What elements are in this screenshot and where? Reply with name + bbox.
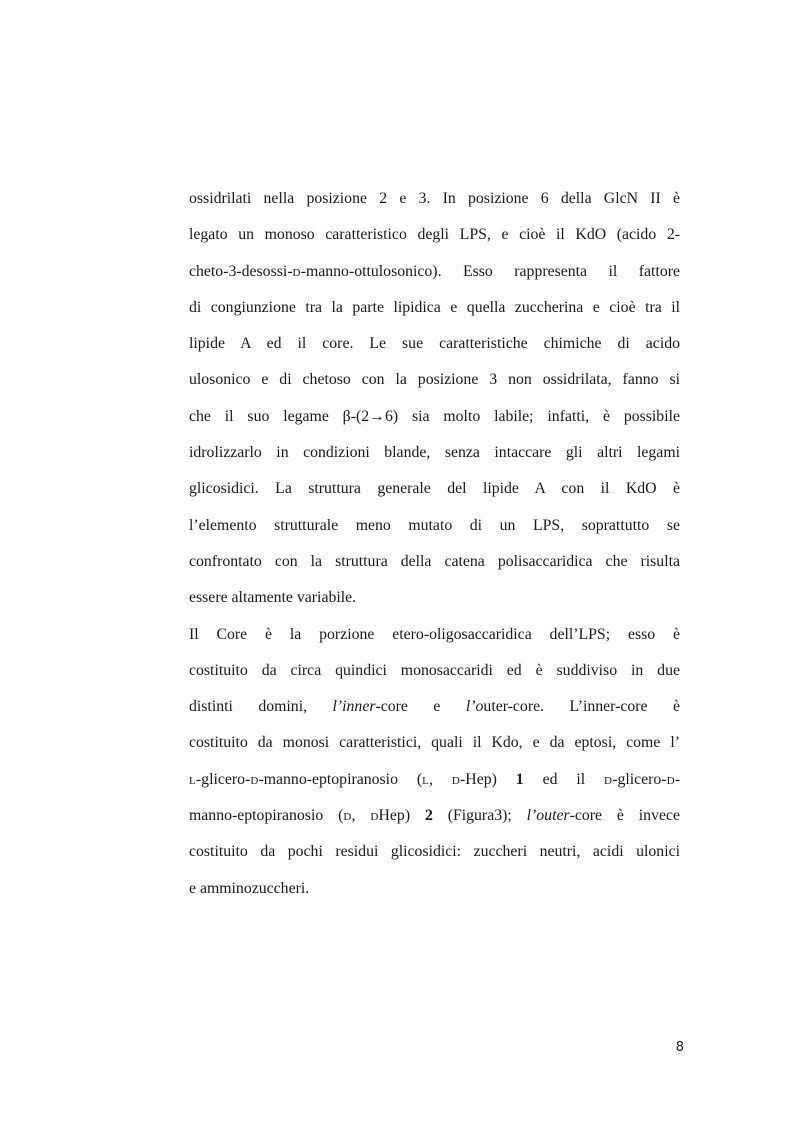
- page-body: [189, 181, 680, 907]
- text-line: [189, 471, 680, 507]
- text-run: manno-eptopiranosio (: [189, 807, 344, 825]
- text-run: -: [674, 770, 680, 788]
- page-number: 8: [675, 1040, 684, 1055]
- text-run: lipide A ed il core. Le sue caratteristiche chimiche di acido: [189, 335, 680, 353]
- text-line: [189, 435, 680, 471]
- text-line: [189, 689, 680, 725]
- small-caps-run: D: [370, 811, 379, 824]
- small-caps-run: D: [292, 266, 301, 279]
- small-caps-run: D: [451, 774, 461, 787]
- text-line: [189, 762, 680, 798]
- text-run: distinti domini,: [189, 698, 333, 716]
- text-line: [189, 254, 680, 290]
- text-run: l’elemento strutturale meno mutato di un LPS, soprattutto se: [189, 516, 680, 534]
- text-run: che il suo legame β-(2→6) sia molto labile; infatti, è possibile: [189, 407, 680, 425]
- text-run: -glicero-: [612, 770, 667, 788]
- text-line: [189, 181, 680, 217]
- text-run: legato un monoso caratteristico degli LPS, e cioè il KdO (acido 2-: [189, 226, 680, 244]
- paragraph-core: [189, 617, 680, 907]
- text-run: confrontato con la struttura della catena polisaccaridica che risulta: [189, 552, 680, 570]
- text-run: -core e: [375, 698, 466, 716]
- text-line: [189, 290, 680, 326]
- text-line: [189, 725, 680, 761]
- paragraph-lps-kdo: [189, 181, 680, 617]
- text-run: essere altamente variabile.: [189, 589, 357, 607]
- text-line: [189, 362, 680, 398]
- text-run: Hep): [378, 807, 425, 825]
- text-run: glicosidici. La struttura generale del lipide A con il KdO è: [189, 480, 680, 498]
- text-line: [189, 834, 680, 870]
- text-run: -core è invece: [569, 807, 681, 825]
- text-line: [189, 798, 680, 834]
- small-caps-run: D: [604, 774, 613, 787]
- text-line: [189, 326, 680, 362]
- italic-run: l’outer: [526, 807, 570, 825]
- text-run: (Figura3);: [432, 807, 527, 825]
- italic-run: l’inner: [332, 698, 376, 716]
- text-line: [189, 399, 680, 435]
- text-run: idrolizzarlo in condizioni blande, senza intaccare gli altri legami: [189, 444, 680, 462]
- small-caps-run: D: [250, 774, 259, 787]
- text-line: [189, 544, 680, 580]
- text-line: [189, 617, 680, 653]
- text-run: -manno-ottulosonico). Esso rappresenta il fattore: [300, 262, 680, 280]
- text-run: e amminozuccheri.: [189, 879, 310, 897]
- text-line: [189, 217, 680, 253]
- small-caps-run: L: [422, 774, 430, 787]
- text-run: ulosonico e di chetoso con la posizione 3 non ossidrilata, fanno si: [189, 371, 680, 389]
- small-caps-run: L: [189, 774, 196, 787]
- text-line: [189, 653, 680, 689]
- text-run: costituito da circa quindici monosaccaridi ed è suddiviso in due: [189, 661, 680, 679]
- bold-run: 2: [424, 807, 433, 825]
- text-run: -Hep): [460, 770, 516, 788]
- text-run: costituito da monosi caratteristici, quali il Kdo, e da eptosi, come l’: [189, 734, 680, 752]
- bold-run: 1: [515, 770, 524, 788]
- text-line: [189, 580, 680, 616]
- text-line: [189, 871, 680, 907]
- italic-run: l’o: [465, 698, 484, 716]
- text-run: uter-core. L’inner-core è: [483, 698, 681, 716]
- text-run: ,: [351, 807, 371, 825]
- text-run: -glicero-: [195, 770, 251, 788]
- small-caps-run: D: [343, 811, 352, 824]
- text-run: Il Core è la porzione etero-oligosaccaridica dell’LPS; esso è: [189, 625, 680, 643]
- small-caps-run: D: [666, 774, 675, 787]
- text-run: ed il: [523, 770, 605, 788]
- text-run: ossidrilati nella posizione 2 e 3. In posizione 6 della GlcN II è: [189, 190, 680, 207]
- text-run: costituito da pochi residui glicosidici: zuccheri neutri, acidi ulonici: [189, 843, 680, 861]
- text-line: [189, 508, 680, 544]
- text-run: ,: [429, 770, 452, 788]
- text-run: -manno-eptopiranosio (: [258, 770, 423, 788]
- text-run: di congiunzione tra la parte lipidica e quella zuccherina e cioè tra il: [189, 298, 680, 316]
- text-run: cheto-3-desossi-: [189, 262, 293, 280]
